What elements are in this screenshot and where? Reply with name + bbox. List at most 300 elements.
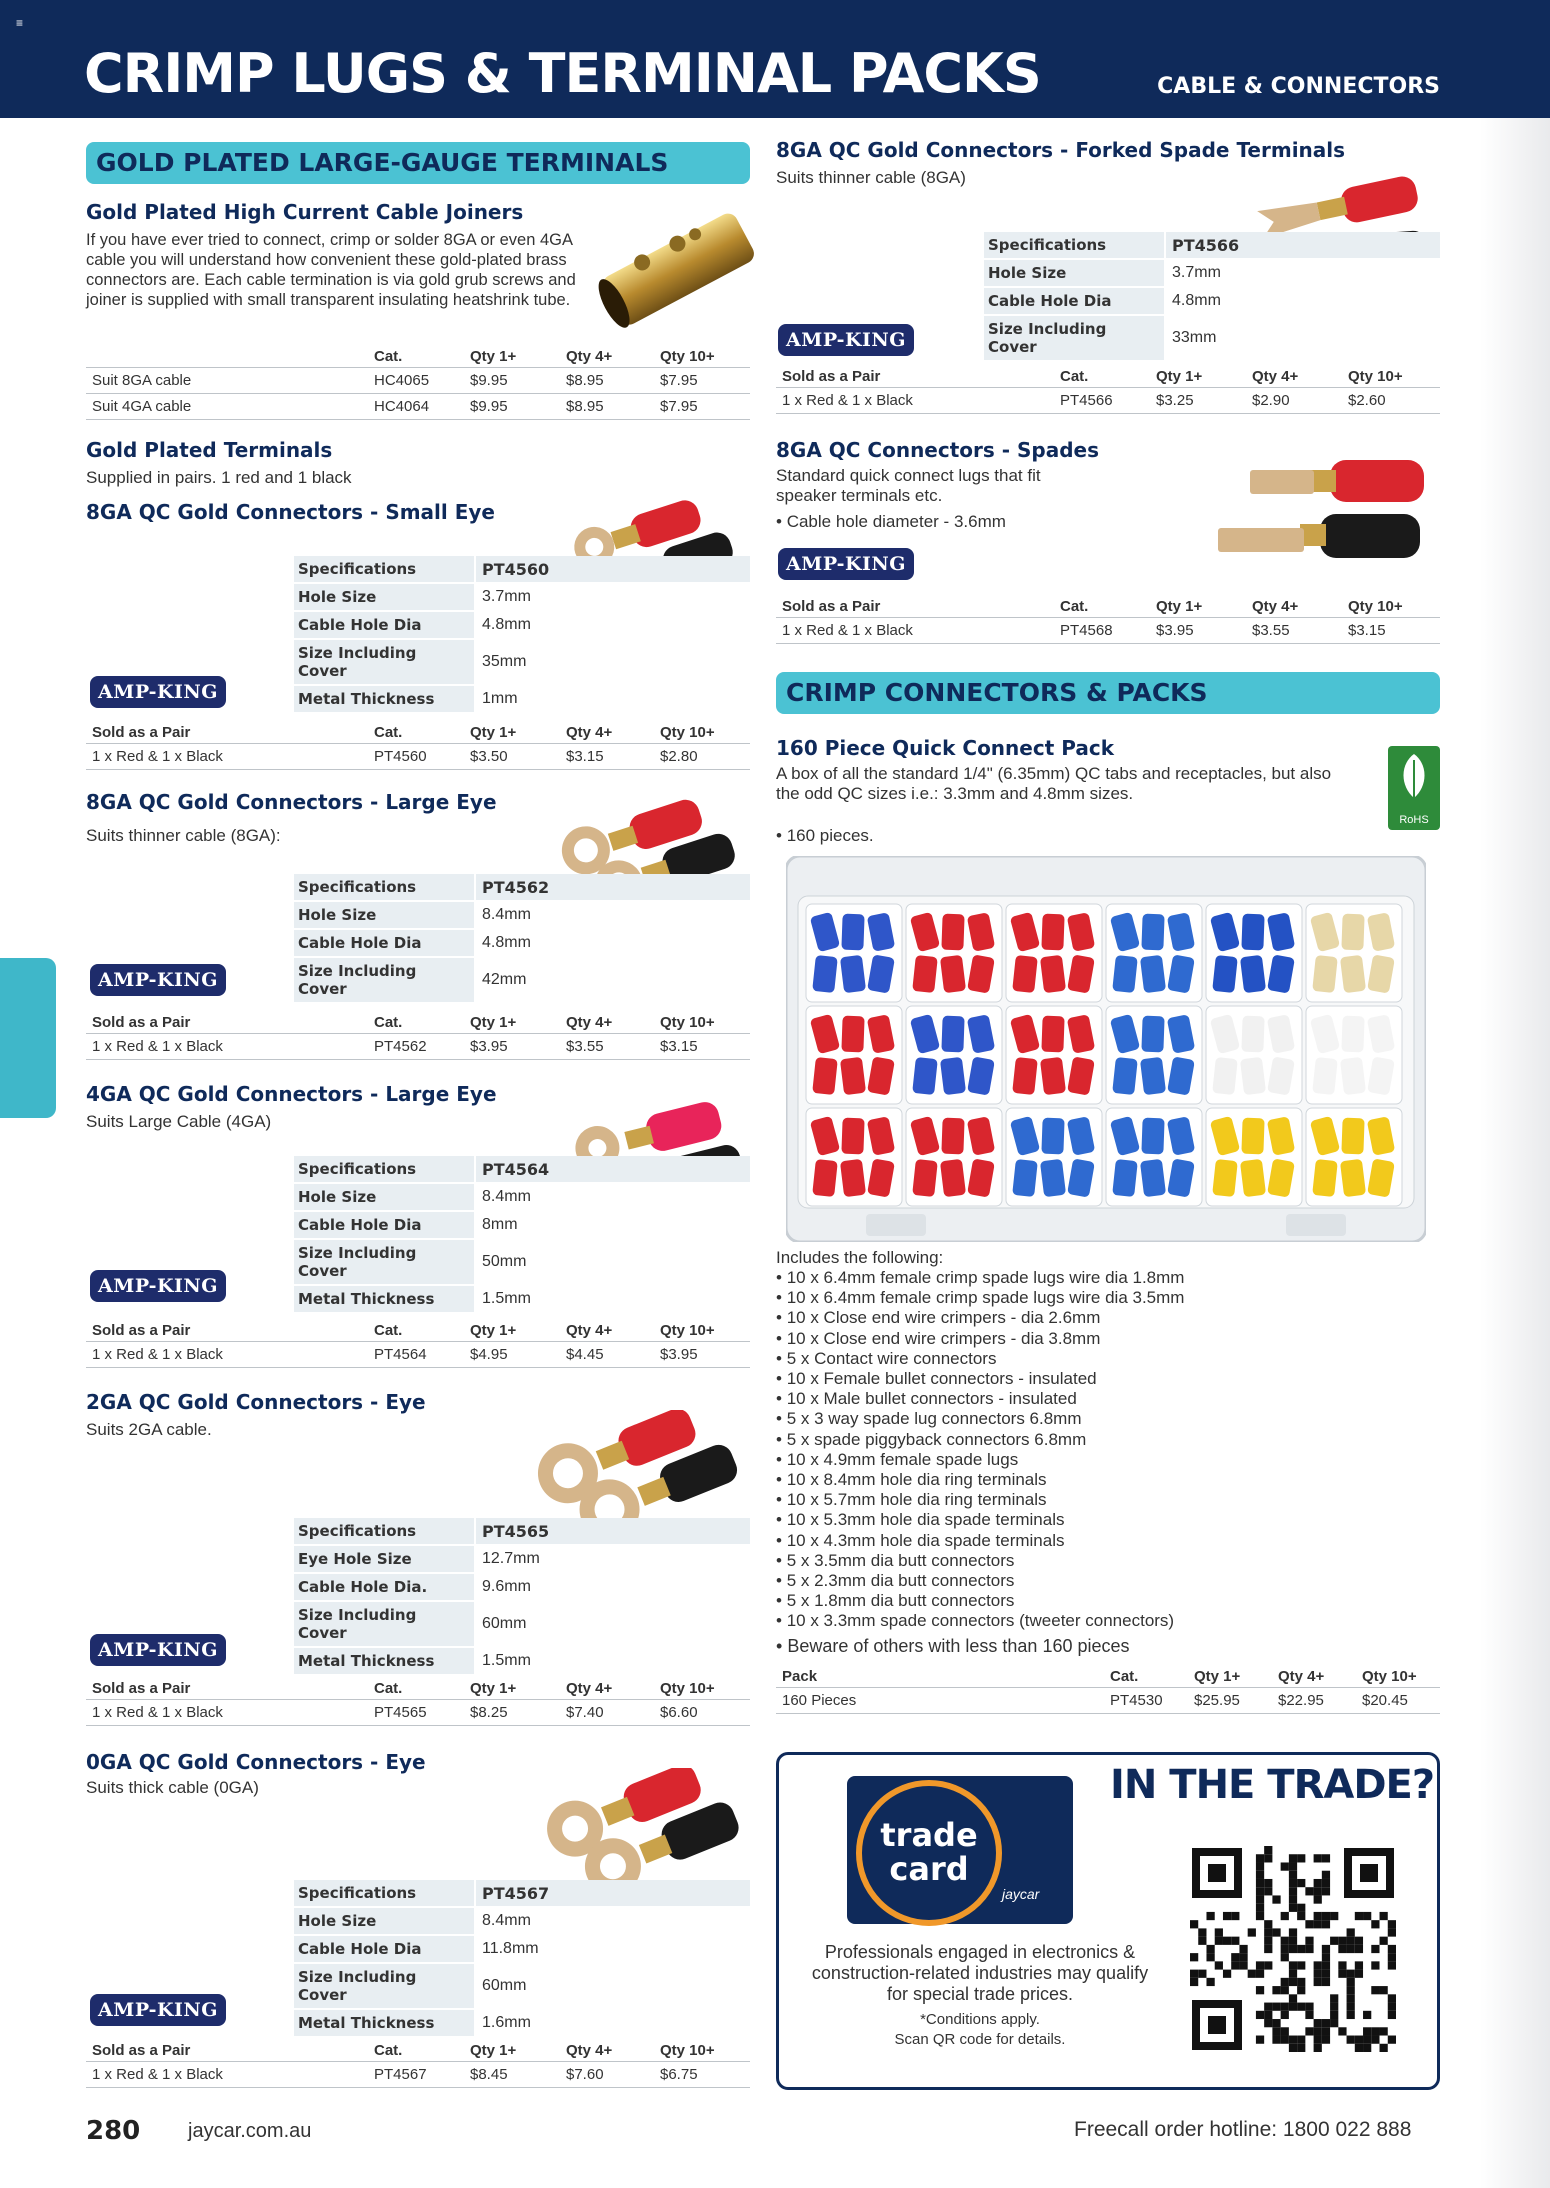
cell: $8.95	[566, 398, 604, 415]
qr-module	[1322, 1871, 1330, 1879]
qr-module	[1355, 1912, 1363, 1920]
col-qty4: Qty 4+	[566, 1014, 613, 1031]
col-qty10: Qty 10+	[660, 724, 715, 741]
trade-description: Professionals engaged in electronics & construction-related industries may qualify for special trade prices.	[811, 1942, 1149, 2004]
connector-piece	[841, 914, 864, 951]
qr-module	[1355, 1970, 1363, 1978]
section-side-tab	[0, 958, 56, 1118]
price-table	[86, 1318, 750, 1368]
connector-piece	[1241, 914, 1264, 951]
qr-module	[1322, 2027, 1330, 2035]
website-link[interactable]: jaycar.com.au	[188, 2120, 312, 2142]
qr-module	[1338, 1937, 1346, 1945]
cell: $22.95	[1278, 1692, 1324, 1709]
qr-module	[1297, 2044, 1305, 2052]
cell: PT4562	[374, 1038, 427, 1055]
qr-module	[1231, 1937, 1239, 1945]
spec-label: Cable Hole Dia	[294, 612, 474, 638]
cell: $9.95	[470, 372, 508, 389]
cell: $8.25	[470, 1704, 508, 1721]
price-table	[776, 364, 1440, 414]
cell: $3.15	[1348, 622, 1386, 639]
col-qty1: Qty 1+	[470, 1322, 517, 1339]
qr-module	[1314, 1879, 1322, 1887]
cell: $3.15	[566, 748, 604, 765]
table-row	[86, 394, 750, 420]
cell: $4.95	[470, 1346, 508, 1363]
product-title: 4GA QC Gold Connectors - Large Eye	[86, 1082, 497, 1106]
connector-piece	[840, 1159, 866, 1197]
qr-module	[1289, 1871, 1297, 1879]
qr-module	[1272, 2027, 1280, 2035]
col-qty1: Qty 1+	[470, 2042, 517, 2059]
col-sold: Sold as a Pair	[92, 724, 191, 741]
qr-module	[1198, 1928, 1206, 1936]
qr-module	[1215, 1928, 1223, 1936]
qr-module	[1330, 2011, 1338, 2019]
spec-header-label: Specifications	[294, 1880, 474, 1906]
qr-module	[1289, 1961, 1297, 1969]
spec-value: 1.5mm	[474, 1648, 750, 1674]
trade-card-text: trade card	[880, 1816, 978, 1888]
connector-piece	[1041, 1016, 1064, 1053]
qr-module	[1272, 1986, 1280, 1994]
connector-piece	[1341, 1118, 1364, 1155]
spec-value: 1.6mm	[474, 2010, 750, 2036]
list-item: • 10 x Female bullet connectors - insulated	[776, 1369, 1396, 1389]
trade-note-scan: Scan QR code for details.	[894, 2031, 1066, 2048]
qc-pack-title: 160 Piece Quick Connect Pack	[776, 736, 1114, 760]
connector-piece	[1141, 1118, 1164, 1155]
spec-header-cat: PT4560	[474, 556, 750, 582]
qr-module	[1297, 1986, 1305, 1994]
cell: $2.90	[1252, 392, 1290, 409]
qr-module	[1272, 2036, 1280, 2044]
col-qty4: Qty 4+	[566, 348, 613, 365]
product-subtitle: Suits Large Cable (4GA)	[86, 1112, 272, 1131]
spec-label: Metal Thickness	[294, 2010, 474, 2036]
qr-module	[1281, 2011, 1289, 2019]
qr-module	[1281, 1937, 1289, 1945]
spec-label: Size Including Cover	[294, 1602, 474, 1646]
price-table	[86, 2038, 750, 2088]
cell: $4.45	[566, 1346, 604, 1363]
qr-module	[1248, 1970, 1256, 1978]
product-title: 2GA QC Gold Connectors - Eye	[86, 1390, 426, 1414]
cell: $2.80	[660, 748, 698, 765]
spec-value: 1mm	[474, 686, 750, 712]
spec-value: 50mm	[474, 1240, 750, 1284]
spec-header-cat: PT4564	[474, 1156, 750, 1182]
qr-module	[1363, 2036, 1371, 2044]
qr-module	[1388, 1928, 1396, 1936]
connector-piece	[1140, 955, 1166, 993]
spec-header-label: Specifications	[294, 1518, 474, 1544]
cell: $20.45	[1362, 1692, 1408, 1709]
qr-module	[1264, 1937, 1272, 1945]
spec-label: Eye Hole Size	[294, 1546, 474, 1572]
spec-label: Hole Size	[294, 1908, 474, 1934]
qr-module	[1305, 2027, 1313, 2035]
product-title: 8GA QC Gold Connectors - Forked Spade Terminals	[776, 138, 1346, 162]
col-sold: Sold as a Pair	[92, 2042, 191, 2059]
col-sold: Sold as a Pair	[782, 598, 881, 615]
cell: $3.95	[1156, 622, 1194, 639]
qr-module	[1281, 1912, 1289, 1920]
spec-value: 8.4mm	[474, 902, 750, 928]
connector-piece	[1141, 1016, 1164, 1053]
spec-value: 4.8mm	[1164, 288, 1440, 314]
cell: $8.45	[470, 2066, 508, 2083]
qr-module	[1388, 2011, 1396, 2019]
connector-piece	[940, 1159, 966, 1197]
qr-module	[1297, 2036, 1305, 2044]
qr-module	[1289, 1862, 1297, 1870]
qr-module	[1206, 1953, 1214, 1961]
connector-piece	[840, 955, 866, 993]
spec-label: Hole Size	[984, 260, 1164, 286]
qr-module	[1272, 1895, 1280, 1903]
qr-module	[1239, 1953, 1247, 1961]
list-item: • 10 x 3.3mm spade connectors (tweeter connectors)	[776, 1611, 1396, 1631]
brand-badge: AMP-KING	[90, 964, 226, 996]
col-cat: Cat.	[374, 2042, 403, 2059]
connector-piece	[1312, 955, 1338, 993]
spec-table	[984, 232, 1440, 362]
connector-piece	[812, 955, 838, 993]
spec-value: 9.6mm	[474, 1574, 750, 1600]
spec-table	[294, 556, 750, 714]
menu-icon[interactable]: ≡	[16, 16, 24, 30]
spec-value: 12.7mm	[474, 1546, 750, 1572]
col-qty4: Qty 4+	[1252, 368, 1299, 385]
cell: HC4064	[374, 398, 430, 415]
spec-value: 60mm	[474, 1602, 750, 1646]
qr-module	[1355, 1937, 1363, 1945]
category-label: CABLE & CONNECTORS	[1157, 74, 1440, 99]
list-item: • 10 x 4.9mm female spade lugs	[776, 1450, 1396, 1470]
qr-module	[1380, 1937, 1388, 1945]
qr-module	[1256, 1854, 1264, 1862]
spec-header-cat: PT4567	[474, 1880, 750, 1906]
beware-note: • Beware of others with less than 160 pieces	[776, 1636, 1130, 1656]
qc-pack-bullet: • 160 pieces.	[776, 826, 874, 845]
qr-module	[1264, 1928, 1272, 1936]
qr-module	[1338, 1961, 1346, 1969]
qr-module	[1206, 1978, 1214, 1986]
connector-piece	[841, 1016, 864, 1053]
connector-piece	[912, 1159, 938, 1197]
qr-module	[1239, 1945, 1247, 1953]
connector-piece	[1112, 1057, 1138, 1095]
product-subtitle: Suits thinner cable (8GA)	[776, 168, 966, 187]
qr-module	[1289, 2003, 1297, 2011]
list-item: • 10 x 5.3mm hole dia spade terminals	[776, 1510, 1396, 1530]
list-item: • 10 x 6.4mm female crimp spade lugs wire dia 3.5mm	[776, 1288, 1396, 1308]
qr-module	[1281, 1978, 1289, 1986]
qr-module	[1305, 2003, 1313, 2011]
cell: $3.15	[660, 1038, 698, 1055]
connector-piece	[1340, 1057, 1366, 1095]
product-bullet: • Cable hole diameter - 3.6mm	[776, 512, 1006, 531]
spec-value: 3.7mm	[474, 584, 750, 610]
col-qty10: Qty 10+	[1348, 598, 1403, 615]
qr-module	[1363, 2027, 1371, 2035]
col-qty10: Qty 10+	[660, 348, 715, 365]
cell: PT4530	[1110, 1692, 1163, 1709]
spec-header-label: Specifications	[294, 874, 474, 900]
col-cat: Cat.	[374, 724, 403, 741]
qr-module	[1256, 1862, 1264, 1870]
qr-module	[1289, 1945, 1297, 1953]
list-item: • 10 x Close end wire crimpers - dia 2.6mm	[776, 1308, 1396, 1328]
qr-module	[1388, 1920, 1396, 1928]
spec-label: Hole Size	[294, 902, 474, 928]
list-item: • 10 x 4.3mm hole dia spade terminals	[776, 1531, 1396, 1551]
cell: PT4566	[1060, 392, 1113, 409]
table-row	[86, 368, 750, 394]
cell: $3.55	[566, 1038, 604, 1055]
qr-module	[1363, 2011, 1371, 2019]
connector-piece	[1340, 1159, 1366, 1197]
qr-module	[1272, 2019, 1280, 2027]
spec-value: 4.8mm	[474, 930, 750, 956]
qr-module	[1371, 1986, 1379, 1994]
col-qty10: Qty 10+	[660, 2042, 715, 2059]
cell: 1 x Red & 1 x Black	[92, 2066, 223, 2083]
qr-module	[1322, 1945, 1330, 1953]
qr-module	[1256, 1904, 1264, 1912]
price-table	[776, 594, 1440, 644]
gold-terminals-title: Gold Plated Terminals	[86, 438, 333, 462]
qr-module	[1305, 1937, 1313, 1945]
list-item: • 5 x Contact wire connectors	[776, 1349, 1396, 1369]
cable-joiner-image	[590, 206, 760, 336]
qr-module	[1281, 1862, 1289, 1870]
qr-module	[1314, 2036, 1322, 2044]
col-pack: Pack	[782, 1668, 818, 1685]
connector-piece	[1040, 955, 1066, 993]
qr-module	[1289, 1854, 1297, 1862]
connector-piece	[1312, 1057, 1338, 1095]
spec-label: Cable Hole Dia	[294, 1936, 474, 1962]
list-item: • 5 x 2.3mm dia butt connectors	[776, 1571, 1396, 1591]
section-banner-gold-terminals: GOLD PLATED LARGE-GAUGE TERMINALS	[86, 142, 750, 184]
rohs-label: RoHS	[1399, 814, 1429, 826]
cell: $2.60	[1348, 392, 1386, 409]
col-qty1: Qty 1+	[470, 1680, 517, 1697]
qr-module	[1223, 1912, 1231, 1920]
qr-module	[1305, 2011, 1313, 2019]
cell: HC4065	[374, 372, 430, 389]
cell: $3.55	[1252, 622, 1290, 639]
qr-module	[1338, 1945, 1346, 1953]
price-table	[86, 1676, 750, 1726]
qr-module	[1322, 1912, 1330, 1920]
qr-module	[1347, 2036, 1355, 2044]
qr-module	[1347, 1928, 1355, 1936]
qr-module	[1256, 2036, 1264, 2044]
qr-module	[1347, 1986, 1355, 1994]
qr-module	[1322, 1961, 1330, 1969]
table-header-row	[86, 344, 750, 368]
cell: PT4568	[1060, 622, 1113, 639]
product-title: 8GA QC Gold Connectors - Small Eye	[86, 500, 495, 524]
col-sold: Sold as a Pair	[92, 1680, 191, 1697]
qr-module	[1231, 1953, 1239, 1961]
qr-module	[1297, 1912, 1305, 1920]
qr-module	[1289, 1928, 1297, 1936]
qr-module	[1190, 1970, 1198, 1978]
qr-module	[1289, 2036, 1297, 2044]
qr-module	[1264, 1879, 1272, 1887]
col-qty1: Qty 1+	[1156, 598, 1203, 615]
qr-module	[1256, 1986, 1264, 1994]
qr-module	[1322, 1970, 1330, 1978]
qr-module	[1190, 1920, 1198, 1928]
connector-piece	[941, 1118, 964, 1155]
qr-module	[1330, 1994, 1338, 2002]
cell: $7.40	[566, 1704, 604, 1721]
qr-module	[1322, 1887, 1330, 1895]
qr-module	[1281, 1953, 1289, 1961]
qr-module	[1256, 1895, 1264, 1903]
connector-piece	[1341, 914, 1364, 951]
qr-module	[1314, 1920, 1322, 1928]
connector-piece	[1040, 1159, 1066, 1197]
bullet-text: Cable hole diameter - 3.6mm	[786, 512, 1006, 531]
cell: $3.95	[470, 1038, 508, 1055]
brand-badge: AMP-KING	[778, 548, 914, 580]
cell: $6.75	[660, 2066, 698, 2083]
ring-terminal-pair-image	[526, 1768, 760, 1898]
qr-module	[1297, 2003, 1305, 2011]
list-item: • 5 x spade piggyback connectors 6.8mm	[776, 1430, 1396, 1450]
cell: 1 x Red & 1 x Black	[782, 392, 913, 409]
connector-piece	[812, 1159, 838, 1197]
spec-value: 8.4mm	[474, 1908, 750, 1934]
connector-piece	[1140, 1057, 1166, 1095]
qr-module	[1281, 2027, 1289, 2035]
col-cat: Cat.	[374, 1322, 403, 1339]
qr-module	[1314, 1895, 1322, 1903]
connector-piece	[1112, 955, 1138, 993]
qr-module	[1305, 1887, 1313, 1895]
list-item: • 10 x 5.7mm hole dia ring terminals	[776, 1490, 1396, 1510]
qr-module	[1388, 1953, 1396, 1961]
cell: $7.60	[566, 2066, 604, 2083]
beware-text: Beware of others with less than 160 pieces	[787, 1636, 1130, 1656]
spec-value: 8mm	[474, 1212, 750, 1238]
spec-label: Cable Hole Dia	[294, 930, 474, 956]
qr-module	[1289, 1879, 1297, 1887]
qr-module	[1272, 1928, 1280, 1936]
spec-value: 3.7mm	[1164, 260, 1440, 286]
rohs-badge	[1388, 746, 1440, 830]
col-cat: Cat.	[1060, 598, 1089, 615]
qr-module	[1289, 1937, 1297, 1945]
spec-table	[294, 1518, 750, 1676]
qr-module	[1363, 1912, 1371, 1920]
quick-connect-organiser-image	[786, 856, 1426, 1242]
qr-module	[1215, 1961, 1223, 1969]
cell: $25.95	[1194, 1692, 1240, 1709]
cell: $3.25	[1156, 392, 1194, 409]
price-table	[86, 720, 750, 770]
connector-piece	[1140, 1159, 1166, 1197]
col-cat: Cat.	[1110, 1668, 1139, 1685]
col-qty4: Qty 4+	[566, 724, 613, 741]
cell: $7.95	[660, 372, 698, 389]
qr-module	[1322, 2019, 1330, 2027]
connector-piece	[1341, 1016, 1364, 1053]
qr-module	[1314, 1961, 1322, 1969]
qr-module	[1347, 2003, 1355, 2011]
qr-module	[1297, 1904, 1305, 1912]
connector-piece	[1240, 1159, 1266, 1197]
trade-note	[800, 2010, 1160, 2050]
connector-piece	[1012, 1057, 1038, 1095]
list-item: • 5 x 3 way spade lug connectors 6.8mm	[776, 1409, 1396, 1429]
trade-card-brand: jaycar	[1002, 1886, 1040, 1902]
qr-module	[1248, 1928, 1256, 1936]
qr-module	[1297, 1978, 1305, 1986]
qr-module	[1289, 1970, 1297, 1978]
qr-module	[1264, 2011, 1272, 2019]
col-sold: Sold as a Pair	[92, 1322, 191, 1339]
qr-module	[1355, 1945, 1363, 1953]
qc-pack-price-table	[776, 1664, 1440, 1714]
qr-module	[1347, 1970, 1355, 1978]
connector-piece	[940, 955, 966, 993]
qr-module	[1231, 1961, 1239, 1969]
qr-module	[1264, 1945, 1272, 1953]
connector-piece	[1040, 1057, 1066, 1095]
qr-module	[1314, 2027, 1322, 2035]
qr-module	[1330, 2003, 1338, 2011]
connector-piece	[1212, 1159, 1238, 1197]
hotline-text: Freecall order hotline: 1800 022 888	[1074, 2118, 1412, 2141]
col-qty10: Qty 10+	[660, 1014, 715, 1031]
qr-module	[1281, 2003, 1289, 2011]
spec-label: Cable Hole Dia	[294, 1212, 474, 1238]
qr-module	[1281, 1945, 1289, 1953]
cell: 1 x Red & 1 x Black	[92, 1346, 223, 1363]
qr-module	[1264, 1961, 1272, 1969]
includes-list	[776, 1268, 1396, 1632]
qr-module	[1314, 2044, 1322, 2052]
qr-module	[1322, 1879, 1330, 1887]
qr-code[interactable]	[1190, 1846, 1396, 2052]
spec-label: Hole Size	[294, 1184, 474, 1210]
qr-module	[1264, 1854, 1272, 1862]
spec-label: Cable Hole Dia	[984, 288, 1164, 314]
connector-piece	[940, 1057, 966, 1095]
connector-piece	[1041, 914, 1064, 951]
qr-module	[1347, 2011, 1355, 2019]
qc-pack-description: A box of all the standard 1/4" (6.35mm) QC tabs and receptacles, but also the odd QC sizes i.e.: 3.3mm and 4.8mm sizes.	[776, 764, 1332, 803]
connector-piece	[912, 1057, 938, 1095]
qr-module	[1380, 2044, 1388, 2052]
cell: PT4567	[374, 2066, 427, 2083]
col-qty10: Qty 10+	[660, 1680, 715, 1697]
qr-module	[1223, 1970, 1231, 1978]
spec-label: Size Including Cover	[294, 1240, 474, 1284]
col-qty4: Qty 4+	[566, 1680, 613, 1697]
qr-module	[1347, 1945, 1355, 1953]
qr-module	[1355, 1961, 1363, 1969]
col-cat: Cat.	[1060, 368, 1089, 385]
